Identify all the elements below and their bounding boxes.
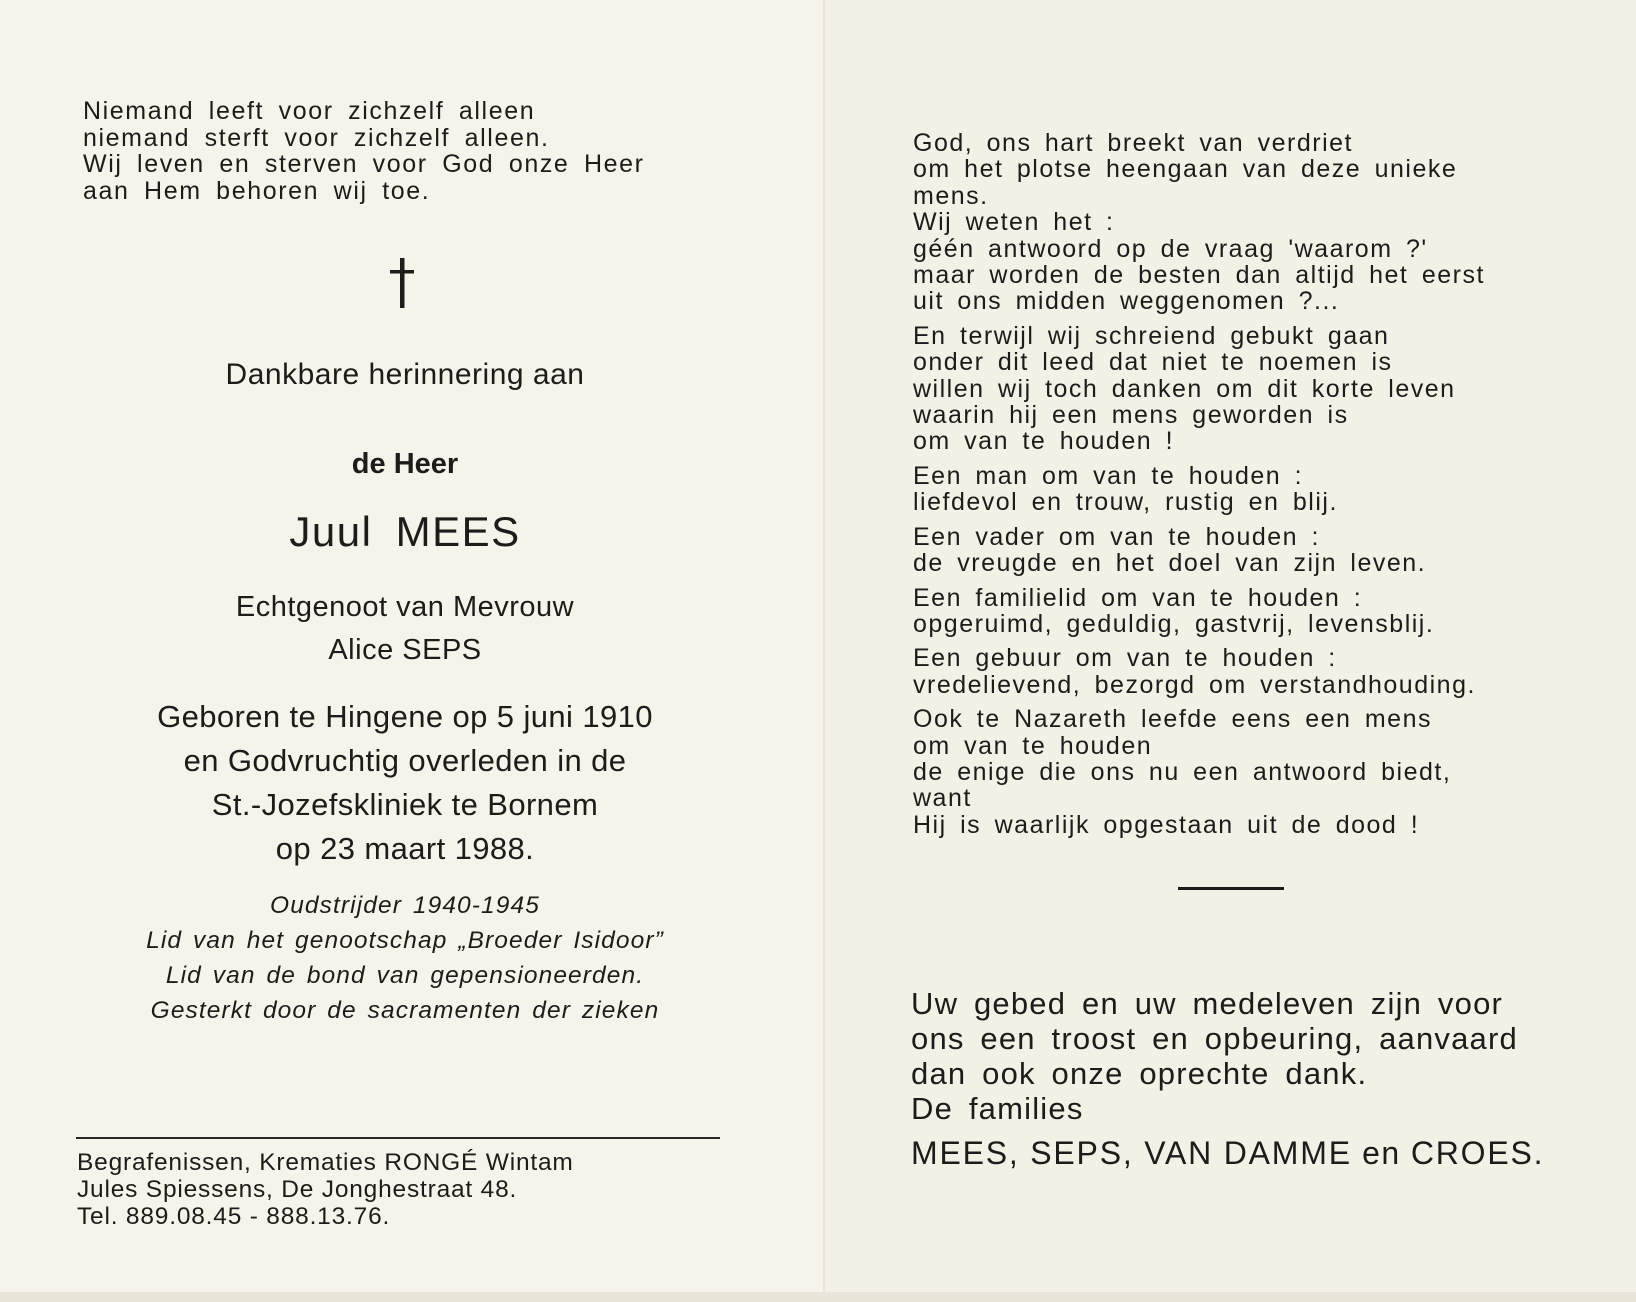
poem-line: Hij is waarlijk opgestaan uit de dood ! bbox=[913, 810, 1420, 839]
life-dates bbox=[0, 695, 810, 871]
poem-line: want bbox=[913, 784, 972, 813]
family-names bbox=[911, 1135, 1544, 1172]
poem-line: liefdevol en trouw, rustig en blij. bbox=[913, 488, 1338, 517]
poem-line: om van te houden bbox=[913, 731, 1153, 760]
poem-line: vredelievend, bezorgd om verstandhouding. bbox=[913, 670, 1476, 699]
biographical-notes bbox=[0, 888, 810, 1028]
poem-line: onder dit leed dat niet te noemen is bbox=[913, 348, 1393, 377]
spouse-line: Echtgenoot van Mevrouw bbox=[235, 591, 575, 623]
poem-line: Ook te Nazareth leefde eens een mens bbox=[913, 705, 1432, 734]
poem-line: géén antwoord op de vraag 'waarom ?' bbox=[913, 234, 1428, 263]
family-names-conjunction: en bbox=[1362, 1135, 1401, 1171]
life-line: St.-Jozefskliniek te Bornem bbox=[211, 787, 599, 822]
poem-line: om van te houden ! bbox=[913, 427, 1175, 456]
undertaker-info bbox=[77, 1149, 574, 1230]
verse-line: aan Hem behoren wij toe. bbox=[83, 176, 431, 205]
closing-line: Uw gebed en uw medeleven zijn voor bbox=[911, 986, 1504, 1021]
life-line: op 23 maart 1988. bbox=[275, 831, 535, 866]
poem-line: God, ons hart breekt van verdriet bbox=[913, 129, 1353, 157]
verse-line: Wij leven en sterven voor God onze Heer bbox=[83, 150, 645, 178]
poem-line: Een vader om van te houden : bbox=[913, 522, 1320, 551]
poem-line: opgeruimd, geduldig, gastvrij, levensblij. bbox=[913, 609, 1435, 638]
poem-stanza bbox=[913, 585, 1563, 638]
memorial-poem bbox=[913, 130, 1563, 846]
family-names-part: MEES, SEPS, VAN DAMME bbox=[911, 1135, 1352, 1171]
poem-line: mens. bbox=[913, 181, 989, 210]
thank-you-message bbox=[911, 986, 1551, 1126]
closing-line: De families bbox=[911, 1091, 1084, 1126]
poem-stanza bbox=[913, 323, 1563, 455]
poem-line: Een gebuur om van te houden : bbox=[913, 644, 1337, 673]
undertaker-line: Jules Spiessens, De Jonghestraat 48. bbox=[77, 1176, 518, 1203]
poem-stanza bbox=[913, 463, 1563, 516]
opening-verse bbox=[83, 98, 703, 204]
poem-line: En terwijl wij schreiend gebukt gaan bbox=[913, 321, 1390, 350]
undertaker-line: Begrafenissen, Krematies RONGÉ Wintam bbox=[77, 1149, 574, 1176]
card-bottom-edge bbox=[0, 1292, 1636, 1302]
verse-line: Niemand leeft voor zichzelf alleen bbox=[83, 97, 536, 125]
card-fold bbox=[823, 0, 825, 1302]
poem-line: willen wij toch danken om dit korte leven bbox=[913, 374, 1456, 403]
note-line: Lid van de bond van gepensioneerden. bbox=[165, 962, 645, 989]
undertaker-line: Tel. 889.08.45 - 888.13.76. bbox=[77, 1203, 391, 1230]
poem-line: Wij weten het : bbox=[913, 208, 1115, 237]
poem-stanza bbox=[913, 645, 1563, 698]
note-line: Lid van het genootschap „Broeder Isidoor” bbox=[146, 927, 664, 954]
remembrance-heading: Dankbare herinnering aan bbox=[225, 358, 585, 391]
poem-line: Een man om van te houden : bbox=[913, 461, 1304, 490]
cross-icon bbox=[384, 258, 420, 308]
poem-line: de enige die ons nu een antwoord biedt, bbox=[913, 757, 1452, 786]
closing-line: dan ook onze oprechte dank. bbox=[911, 1056, 1368, 1091]
closing-line: ons een troost en opbeuring, aanvaard bbox=[911, 1021, 1518, 1056]
poem-line: om het plotse heengaan van deze unieke bbox=[913, 155, 1458, 184]
poem-line: uit ons midden weggenomen ?... bbox=[913, 287, 1340, 316]
poem-stanza bbox=[913, 130, 1563, 315]
poem-stanza bbox=[913, 706, 1563, 838]
family-names-part: CROES. bbox=[1410, 1135, 1545, 1171]
poem-line: waarin hij een mens geworden is bbox=[913, 401, 1349, 430]
deceased-name: Juul MEES bbox=[289, 508, 521, 555]
honorific: de Heer bbox=[351, 448, 459, 480]
life-line: Geboren te Hingene op 5 juni 1910 bbox=[157, 699, 653, 734]
poem-line: Een familielid om van te houden : bbox=[913, 583, 1363, 612]
short-divider bbox=[1178, 887, 1284, 890]
life-line: en Godvruchtig overleden in de bbox=[183, 743, 627, 778]
note-line: Oudstrijder 1940-1945 bbox=[270, 892, 540, 919]
note-line: Gesterkt door de sacramenten der zieken bbox=[150, 997, 660, 1024]
divider-line bbox=[76, 1137, 720, 1139]
poem-stanza bbox=[913, 524, 1563, 577]
verse-line: niemand sterft voor zichzelf alleen. bbox=[83, 123, 550, 152]
poem-line: maar worden de besten dan altijd het eerst bbox=[913, 261, 1485, 290]
poem-line: de vreugde en het doel van zijn leven. bbox=[913, 549, 1427, 578]
spouse-name: Alice SEPS bbox=[328, 634, 482, 666]
